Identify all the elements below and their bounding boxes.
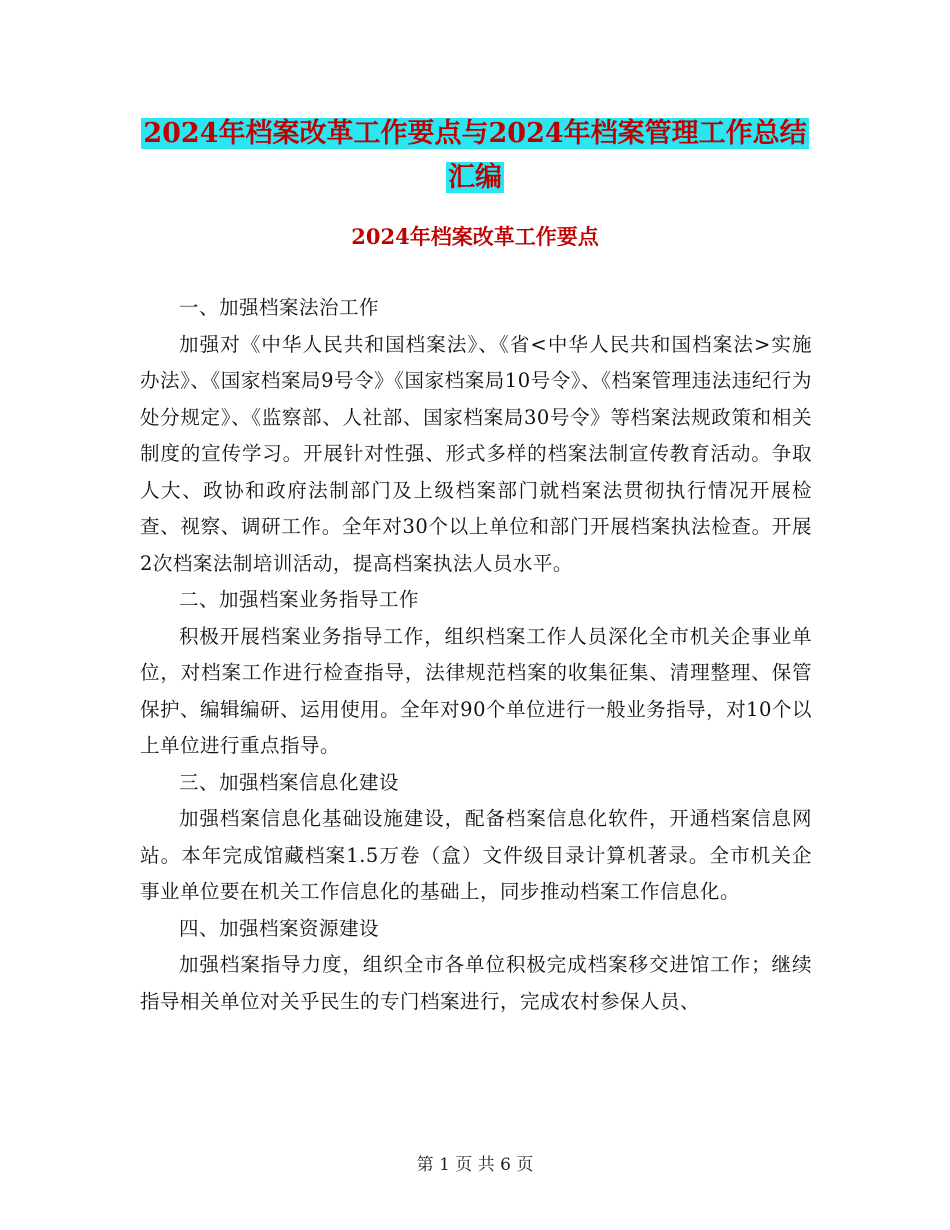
heading-business-guidance: 二、加强档案业务指导工作 [179, 588, 420, 611]
paragraph-legal-work: 加强对《中华人民共和国档案法》、《省<中华人民共和国档案法>实施办法》、《国家档案局9号令》《国家档案局10号令》、《档案管理违法违纪行为处分规定》、《监察部、人社部、国家档案局30号令》等档案法规政策和相关制度的宣传学习。开展针对性强、形式多样的档案法制宣传教育活动。争取人大、政协和政府法制部门及上级档案部门就档案法贯彻执行情况开展检查、视察、调研工作。全年对30个以上单位和部门开展档案执法检查。开展2次档案法制培训活动，提高档案执法人员水平。 [140, 332, 812, 575]
paragraph-resource-building: 加强档案指导力度，组织全市各单位积极完成档案移交进馆工作；继续指导相关单位对关乎民生的专门档案进行，完成农村参保人员、 [140, 953, 812, 1013]
document-title [140, 112, 810, 200]
document-title-line-1: 2024年档案改革工作要点与2024年档案管理工作总结 [143, 118, 807, 149]
heading-legal-work: 一、加强档案法治工作 [179, 296, 380, 319]
page-footer: 第 1 页 共 6 页 [416, 1155, 534, 1175]
document-title-line-2: 汇编 [448, 162, 502, 193]
heading-resource-building: 四、加强档案资源建设 [179, 916, 380, 940]
paragraph-business-guidance: 积极开展档案业务指导工作，组织档案工作人员深化全市机关企事业单位，对档案工作进行检查指导，法律规范档案的收集征集、清理整理、保管保护、编辑编研、运用使用。全年对90个单位进行一般业务指导，对10个以上单位进行重点指导。 [140, 624, 812, 757]
document-body [140, 290, 812, 1020]
paragraph-informatization: 加强档案信息化基础设施建设，配备档案信息化软件，开通档案信息网站。本年完成馆藏档案1.5万卷（盒）文件级目录计算机著录。全市机关企事业单位要在机关工作信息化的基础上，同步推动档案工作信息化。 [140, 807, 812, 903]
heading-informatization: 三、加强档案信息化建设 [179, 770, 400, 794]
section-title: 2024年档案改革工作要点 [351, 224, 599, 249]
